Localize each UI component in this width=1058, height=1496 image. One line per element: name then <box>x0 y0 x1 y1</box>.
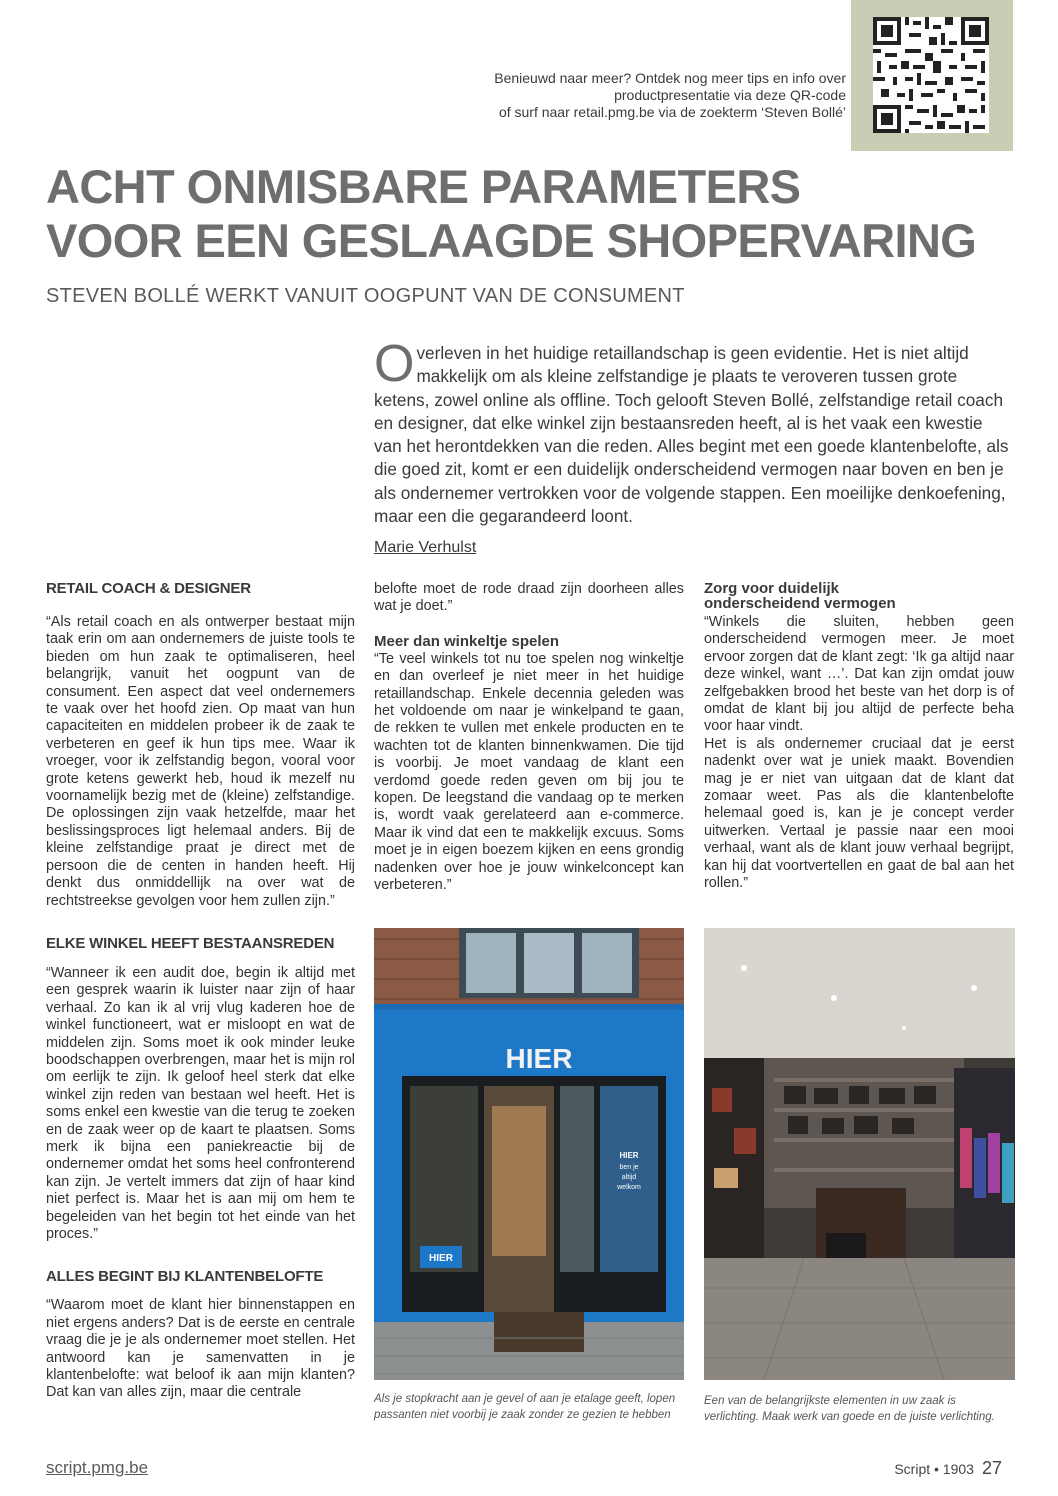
intro-paragraph <box>374 335 1014 528</box>
door-sticker-text: HIER <box>429 1253 453 1264</box>
interior-image <box>704 928 1015 1380</box>
body-paragraph: Het is als ondernemer cruciaal dat je eerst nadenkt over wat je uniek maakt. Bovendien mag je er niet van uitgaan dat de klant dat zomaar weet. Pas als die klantenbelofte helemaal goed is, kan je je concept verder uitwerken. Vertaal je passie naar een mooi verhaal, want als de klant jouw verhaal begrijpt, kan hij dat voortvertellen en gaat de bal aan het rollen.” <box>704 735 1014 892</box>
column-2 <box>374 581 684 895</box>
section-heading <box>704 581 1014 611</box>
heading-line: onderscheidend vermogen <box>704 595 896 612</box>
window-text: altijd <box>621 1174 637 1181</box>
section-heading: ELKE WINKEL HEEFT BESTAANSREDEN <box>46 934 335 952</box>
title-line: ACHT ONMISBARE PARAMETERS <box>46 160 801 213</box>
storefront-image <box>374 928 684 1380</box>
body-paragraph: “Winkels die sluiten, hebben geen onderscheidend vermogen meer. Je moet ervoor zorgen dat de klant zegt: ‘Ik ga altijd naar deze winkel, want …’. Dat kan zijn omdat jouw zelfgebakken brood het beste van het dorp is of omdat de klant bij jou altijd de perfecte beha voor haar vindt. <box>704 614 1014 735</box>
body-paragraph: “Wanneer ik een audit doe, begin ik altijd met een gesprek waarin ik luister naar zijn of haar verhaal. Zo kan ik al vrij vlug kaderen hoe de winkel functioneert, wat er misloopt en wat de middelen zijn. Soms moet ik ook minder leuke boodschappen overbrengen, maar het is mijn rol om eerlijk te zijn. Ik geloof heel sterk dat elke winkel zijn reden van bestaan wel heeft. Het is soms enkel een kwestie van die terug te zoeken en de zaak weer op de kaart te plaatsen. Soms merk ik bijna een paniekreactie bij de ondernemer omdat het soms heel confronterend kan zijn. Je vertelt immers dat zijn of haar kind niet perfect is. Maar het is aan mij om hem te begeleiden van het begin tot het einde van het proces.” <box>46 964 355 1242</box>
window-text: welkom <box>617 1184 641 1191</box>
store-sign-text: HIER <box>505 1043 573 1074</box>
section-heading: Meer dan winkeltje spelen <box>374 632 560 650</box>
column-3 <box>704 581 1014 893</box>
website-link[interactable]: script.pmg.be <box>46 1458 149 1477</box>
body-paragraph: belofte moet de rode draad zijn doorheen alles wat je doet.” <box>374 581 684 615</box>
window-text: ben je <box>619 1164 639 1171</box>
storefront-photo <box>374 928 684 1380</box>
article-subtitle: STEVEN BOLLÉ WERKT VANUIT OOGPUNT VAN DE CONSUMENT <box>46 285 685 307</box>
qr-text-line: Benieuwd naar meer? Ontdek nog meer tips en info over <box>494 70 846 86</box>
photo-caption: Als je stopkracht aan je gevel of aan je etalage geeft, lopen passanten niet voorbij je zaak zonder ze gezien te hebben <box>374 1393 676 1421</box>
qr-code-icon <box>873 17 989 133</box>
column-1 <box>46 580 355 1402</box>
qr-text-line: of surf naar retail.pmg.be via de zoekterm ‘Steven Bollé’ <box>498 104 846 120</box>
heading-line: Zorg voor duidelijk <box>704 580 840 597</box>
body-paragraph: “Als retail coach en als ontwerper bestaat mijn taak erin om aan ondernemers de juiste tools te bieden om hun zaak te optimaliseren, heel belangrijk, vanuit het oogpunt van de consument. Een aspect dat veel ondernemers te vaak over het hoofd zien. Op maat van hun capaciteiten en middelen probeer ik de zaak te verbeteren en geef ik hun tips mee. Waar ik vroeger, voor ik zelfstandig begon, vooral voor grote ketens gewerkt heb, houd ik mezelf nu voornamelijk bezig met de (kleine) zelfstandige. De oplossingen zijn vaak hetzelfde, maar het beslissingsproces ligt helemaal anders. Bij de kleine zelfstandige praat je direct met de persoon die de centen in handen heeft. Hij denkt dus onmiddellijk na over wat de rechtstreekse gevolgen voor hem zullen zijn.” <box>46 614 355 909</box>
qr-text-line: productpresentatie via deze QR-code <box>614 87 846 103</box>
author-byline[interactable]: Marie Verhulst <box>374 539 477 556</box>
page-number: 27 <box>981 1458 1002 1478</box>
photo-caption: Een van de belangrijkste elementen in uw zaak is verlichting. Maak werk van goede en de juiste verlichting. <box>704 1395 995 1423</box>
qr-code[interactable] <box>873 17 989 133</box>
window-text: HIER <box>619 1151 639 1160</box>
body-paragraph: “Te veel winkels tot nu toe spelen nog winkeltje en dan overleef je niet meer in het huidige retaillandschap. Enkele decennia geleden was het voldoende om naar je winkelpand te gaan, de rekken te vullen met enkele producten en te wachten tot de klanten binnenkwamen. Die tijd is voorbij. Je moet vandaag de klant een verdomd goede reden geven om bij jou te kopen. De leegstand die vandaag op te merken is, wordt vaak gerelateerd aan e-commerce. Maar ik vind dat een te makkelijk excuus. Soms moet je in eigen boezem kijken en eens grondig nadenken over hoe je jouw winkelconcept kan verbeteren.” <box>374 650 684 894</box>
qr-code-frame <box>851 0 1013 151</box>
drop-cap: O <box>374 335 415 393</box>
section-heading: ALLES BEGINT BIJ KLANTENBELOFTE <box>46 1268 324 1286</box>
page-footer <box>894 1458 1002 1479</box>
interior-photo <box>704 928 1015 1380</box>
publication-issue: Script • 1903 <box>894 1461 974 1477</box>
qr-promo-text <box>426 70 846 121</box>
title-line: VOOR EEN GESLAAGDE SHOPERVARING <box>46 214 977 267</box>
intro-text: verleven in het huidige retaillandschap is geen evidentie. Het is niet altijd makkelijk om als kleine zelfstandige je plaats te veroveren tussen grote ketens, zowel online als offline. Toch gelooft Steven Bollé, zelfstandige retail coach en designer, dat elke winkel zijn bestaansreden heeft, al is het vaak een kwestie van het herontdekken van die reden. Alles begint met een goede klantenbelofte, als die goed zit, komt er een duidelijk onderscheidend vermogen naar boven en ben je als ondernemer vertrokken voor de volgende stappen. Een moeilijke denkoefening, maar een die gegarandeerd loont. <box>374 343 1009 527</box>
article-title <box>46 160 1006 268</box>
body-paragraph: “Waarom moet de klant hier binnenstappen en niet ergens anders? Dat is de eerste en centrale vraag die je je als ondernemer moet stellen. Het antwoord kan je samenvatten in je klantenbelofte: wat beloof ik aan mijn klanten? Dat kan van alles zijn, maar die centrale <box>46 1297 355 1401</box>
section-heading: RETAIL COACH & DESIGNER <box>46 580 251 597</box>
